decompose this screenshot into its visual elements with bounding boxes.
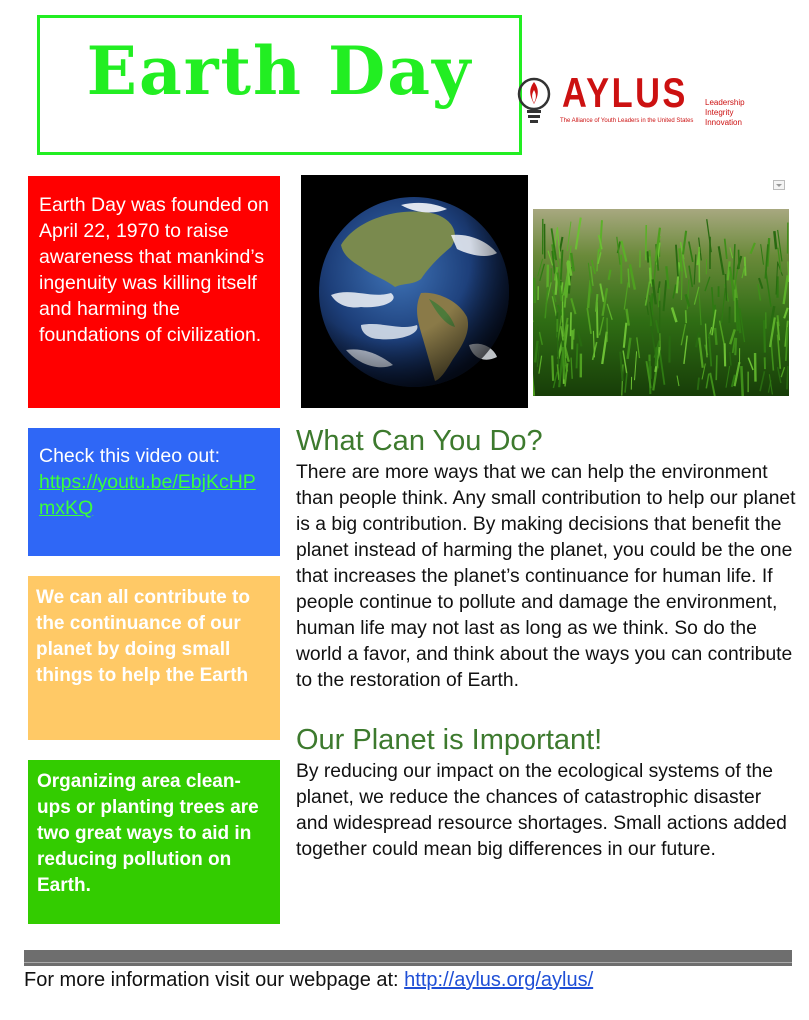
video-label: Check this video out: xyxy=(39,445,221,467)
what-can-you-do-text: There are more ways that we can help the environment than people think. Any small contribution to help our planet is a big contribution. By making decisions that benefit the planet instead of harming the planet, you could be the one that increases the planet’s continuance for human life. If people continue to pollute and damage the environment, human life may not last as long as we think. So do the world a favor, and think about the ways you can contribute to the restoration of Earth. xyxy=(296,462,796,691)
logo-value: Innovation xyxy=(705,118,742,127)
planet-important-text: By reducing our impact on the ecological systems of the planet, we reduce the chances of catastrophic disaster and widespread resource shortages. Small actions added together could mean big differences in our future. xyxy=(296,761,787,860)
green-moss-image xyxy=(533,209,789,396)
footer-link[interactable]: http://aylus.org/aylus/ xyxy=(404,969,594,991)
cleanup-text: Organizing area clean-ups or planting trees are two great ways to aid in reducing pollution on Earth. xyxy=(37,771,259,896)
footer-divider-line xyxy=(24,962,792,963)
what-can-you-do-heading: What Can You Do? xyxy=(296,425,543,457)
video-box xyxy=(28,428,280,556)
footer-text: For more information visit our webpage at: xyxy=(24,969,405,991)
footer xyxy=(24,969,593,992)
logo-tagline: The Alliance of Youth Leaders in the United States xyxy=(560,118,694,124)
logo-name: AYLUS xyxy=(562,69,688,116)
video-link[interactable]: https://youtu.be/EbjKcHPmxKQ xyxy=(39,471,256,519)
founding-info-text: Earth Day was founded on April 22, 1970 to raise awareness that mankind’s ingenuity was killing itself and harming the foundations of civilization. xyxy=(39,194,269,346)
footer-divider xyxy=(24,950,792,966)
aylus-logo xyxy=(516,70,756,130)
title-box xyxy=(37,15,522,155)
logo-value: Leadership xyxy=(705,98,745,107)
contribute-box xyxy=(28,576,280,740)
logo-value: Integrity xyxy=(705,108,734,117)
contribute-text: We can all contribute to the continuance of our planet by doing small things to help the Earth xyxy=(36,587,250,686)
lightbulb-flame-icon xyxy=(516,70,556,130)
dropdown-arrow-icon[interactable] xyxy=(773,180,785,190)
planet-important-heading: Our Planet is Important! xyxy=(296,724,603,756)
founding-info-box xyxy=(28,176,280,408)
logo-values xyxy=(705,98,745,128)
page-title: Earth Day xyxy=(86,32,473,110)
cleanup-box xyxy=(28,760,280,924)
earth-globe-image xyxy=(301,175,528,408)
